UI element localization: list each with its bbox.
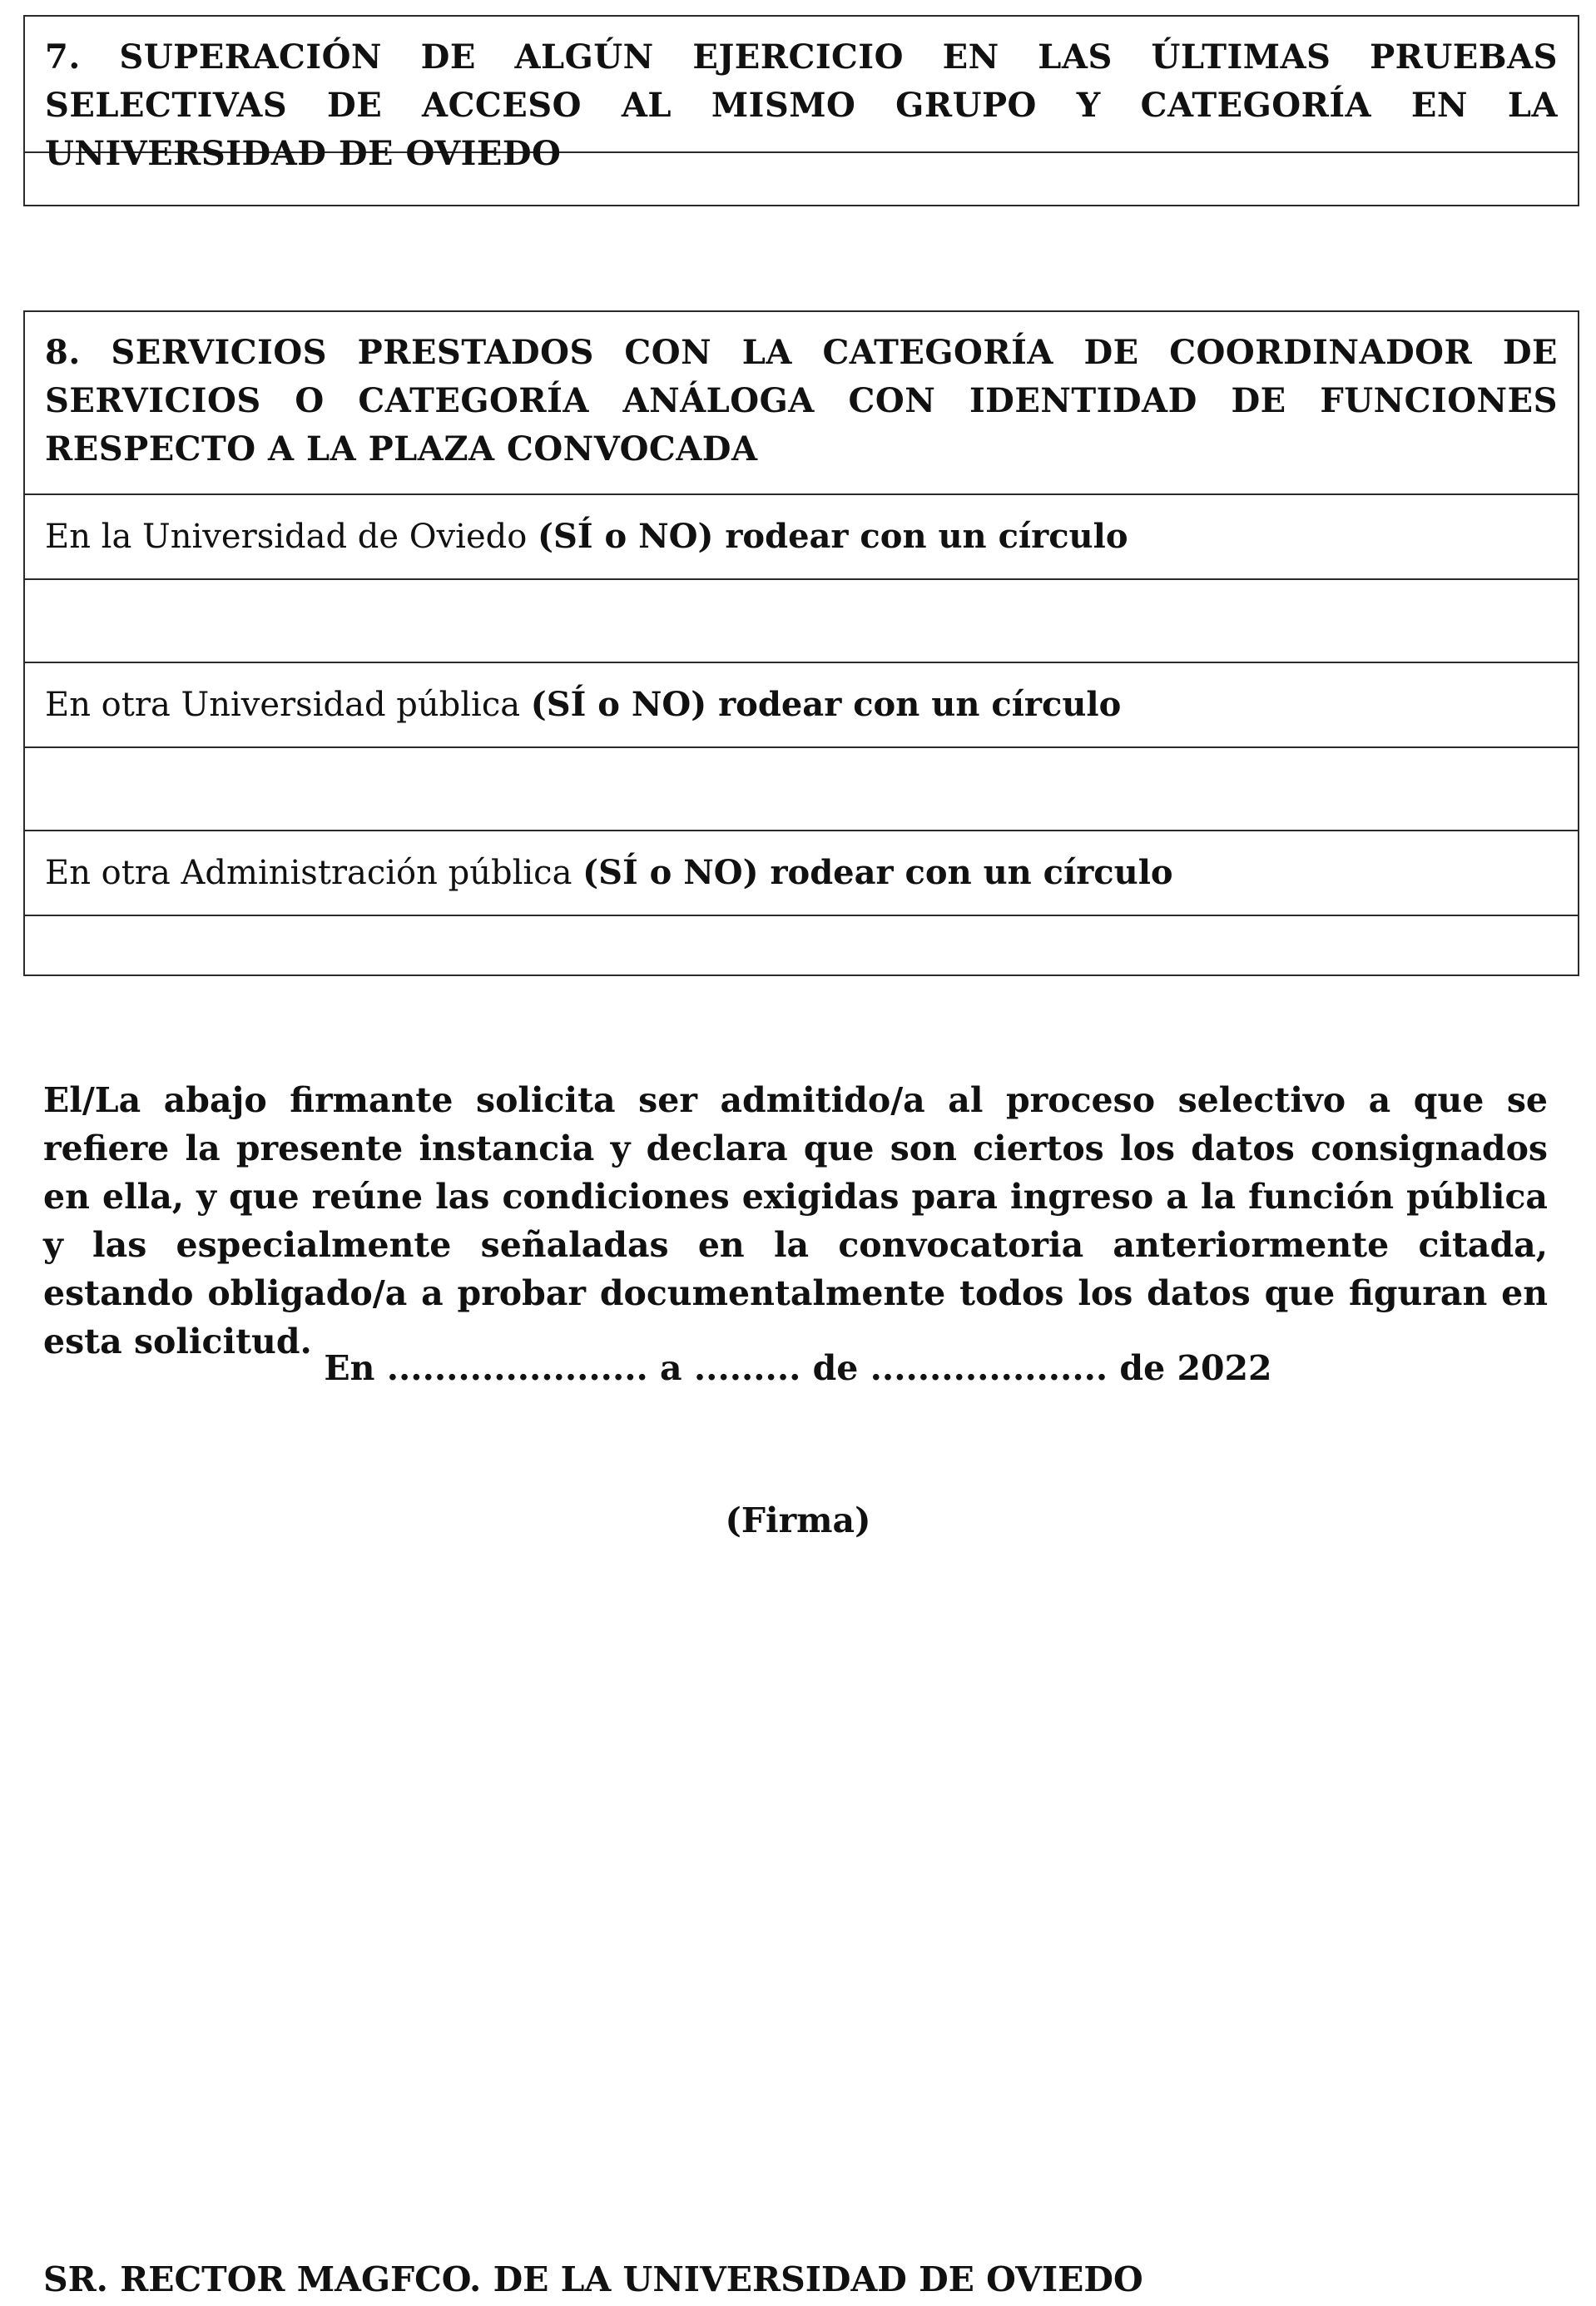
row-otra-administracion (25, 830, 1578, 915)
answer-field-universidad-oviedo[interactable] (25, 578, 1578, 662)
section-8-heading: 8. SERVICIOS PRESTADOS CON LA CATEGORÍA DE COORDINADOR DE SERVICIOS O CATEGORÍA ANÁLOGA CON IDENTIDAD DE FUNCIONES RESPECTO A LA PLAZA CONVOCADA (45, 333, 1558, 469)
section-7-table (23, 15, 1579, 206)
answer-field-otra-administracion[interactable] (25, 915, 1578, 970)
row-label: En otra Administración pública (45, 854, 583, 892)
section-7-heading: 7. SUPERACIÓN DE ALGÚN EJERCICIO EN LAS ÚLTIMAS PRUEBAS SELECTIVAS DE ACCESO AL MISMO GRUPO Y CATEGORÍA EN LA UNIVERSIDAD DE OVIEDO (45, 37, 1558, 173)
row-label: En otra Universidad pública (45, 686, 531, 724)
signature-label: (Firma) (725, 1500, 871, 1540)
row-universidad-oviedo (25, 493, 1578, 578)
answer-field-otra-universidad[interactable] (25, 746, 1578, 830)
row-otra-universidad (25, 662, 1578, 746)
row-label: En la Universidad de Oviedo (45, 518, 538, 556)
addressee: SR. RECTOR MAGFCO. DE LA UNIVERSIDAD DE OVIEDO (43, 2259, 1143, 2299)
section-8-table (23, 310, 1579, 976)
declaration-paragraph: El/La abajo firmante solicita ser admitido/a al proceso selectivo a que se refiere la presente instancia y declara que son ciertos los datos consignados en ella, y que reúne las condiciones exigidas para ingreso a la función pública y las especialmente señaladas en la convocatoria anteriormente citada, estando obligado/a a probar documentalmente todos los datos que figuran en esta solicitud. (43, 1080, 1548, 1361)
yes-no-choice[interactable]: (SÍ o NO) rodear con un círculo (538, 517, 1128, 556)
date-line[interactable]: En ...................... a ......... de .................... de 2022 (324, 1348, 1272, 1388)
yes-no-choice[interactable]: (SÍ o NO) rodear con un círculo (582, 853, 1173, 892)
yes-no-choice[interactable]: (SÍ o NO) rodear con un círculo (530, 685, 1122, 724)
